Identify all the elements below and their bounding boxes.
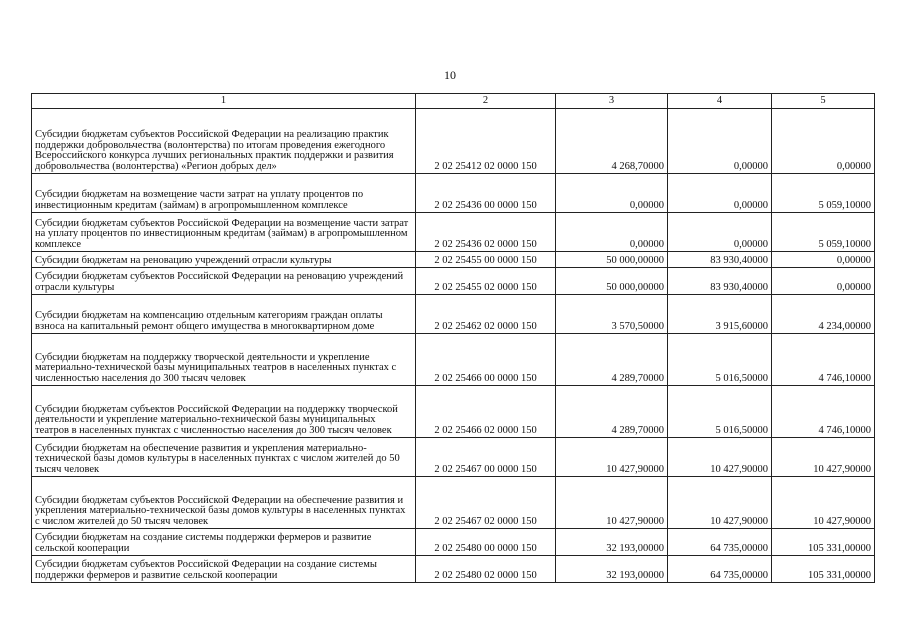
- row-description: Субсидии бюджетам субъектов Российской Федерации на реализацию практик поддержки добровольчества (волонтерства) по итогам проведения ежегодного Всероссийского конкурса лучших региональных практик поддержки и развития добровольчества (волонтерства) «Регион добрых дел»: [32, 109, 416, 174]
- table-row: [32, 334, 875, 386]
- row-value-2: 3 915,60000: [668, 295, 772, 334]
- row-value-2: 10 427,90000: [668, 438, 772, 477]
- row-value-1: 4 289,70000: [556, 334, 668, 386]
- row-code: 2 02 25455 00 0000 150: [416, 252, 556, 268]
- row-value-1: 0,00000: [556, 213, 668, 252]
- row-code: 2 02 25455 02 0000 150: [416, 268, 556, 295]
- row-value-3: 105 331,00000: [772, 556, 875, 583]
- page-number: 10: [444, 68, 456, 82]
- row-value-3: 0,00000: [772, 252, 875, 268]
- table-row: [32, 109, 875, 174]
- row-value-3: 0,00000: [772, 268, 875, 295]
- row-value-1: 0,00000: [556, 174, 668, 213]
- row-value-1: 4 289,70000: [556, 386, 668, 438]
- column-header: 1: [32, 94, 416, 109]
- row-value-2: 10 427,90000: [668, 477, 772, 529]
- table-row: [32, 174, 875, 213]
- row-value-1: 32 193,00000: [556, 556, 668, 583]
- row-value-1: 10 427,90000: [556, 438, 668, 477]
- table-row: [32, 268, 875, 295]
- row-description: Субсидии бюджетам на возмещение части затрат на уплату процентов по инвестиционным кредитам (займам) в агропромышленном комплексе: [32, 174, 416, 213]
- table-row: [32, 213, 875, 252]
- row-value-1: 4 268,70000: [556, 109, 668, 174]
- row-value-2: 0,00000: [668, 213, 772, 252]
- row-value-1: 50 000,00000: [556, 268, 668, 295]
- column-header: 5: [772, 94, 875, 109]
- row-value-3: 105 331,00000: [772, 529, 875, 556]
- row-value-1: 10 427,90000: [556, 477, 668, 529]
- column-header: 2: [416, 94, 556, 109]
- row-description: Субсидии бюджетам на компенсацию отдельным категориям граждан оплаты взноса на капитальный ремонт общего имущества в многоквартирном доме: [32, 295, 416, 334]
- row-description: Субсидии бюджетам субъектов Российской Федерации на создание системы поддержки фермеров и развитие сельской кооперации: [32, 556, 416, 583]
- row-description: Субсидии бюджетам субъектов Российской Федерации на реновацию учреждений отрасли культуры: [32, 268, 416, 295]
- row-value-3: 5 059,10000: [772, 213, 875, 252]
- row-value-3: 10 427,90000: [772, 438, 875, 477]
- row-code: 2 02 25466 00 0000 150: [416, 334, 556, 386]
- row-description: Субсидии бюджетам на создание системы поддержки фермеров и развитие сельской кооперации: [32, 529, 416, 556]
- row-code: 2 02 25480 02 0000 150: [416, 556, 556, 583]
- budget-table: [31, 93, 875, 583]
- row-value-2: 64 735,00000: [668, 529, 772, 556]
- row-value-1: 3 570,50000: [556, 295, 668, 334]
- row-description: Субсидии бюджетам субъектов Российской Федерации на возмещение части затрат на уплату процентов по инвестиционным кредитам (займам) в агропромышленном комплексе: [32, 213, 416, 252]
- row-value-2: 0,00000: [668, 174, 772, 213]
- row-code: 2 02 25436 02 0000 150: [416, 213, 556, 252]
- row-code: 2 02 25480 00 0000 150: [416, 529, 556, 556]
- row-value-2: 0,00000: [668, 109, 772, 174]
- row-value-1: 32 193,00000: [556, 529, 668, 556]
- row-description: Субсидии бюджетам на обеспечение развития и укрепления материально-технической базы домов культуры в населенных пунктах с числом жителей до 50 тысяч человек: [32, 438, 416, 477]
- table-row: [32, 252, 875, 268]
- row-description: Субсидии бюджетам субъектов Российской Федерации на обеспечение развития и укрепления материально-технической базы домов культуры в населенных пунктах с числом жителей до 50 тысяч человек: [32, 477, 416, 529]
- row-value-2: 83 930,40000: [668, 252, 772, 268]
- table-row: [32, 477, 875, 529]
- row-value-3: 0,00000: [772, 109, 875, 174]
- table-row: [32, 386, 875, 438]
- row-description: Субсидии бюджетам на поддержку творческой деятельности и укрепление материально-технической базы муниципальных театров в населенных пунктах с численностью населения до 300 тысяч человек: [32, 334, 416, 386]
- row-code: 2 02 25467 00 0000 150: [416, 438, 556, 477]
- table-body: [32, 109, 875, 583]
- row-value-3: 4 234,00000: [772, 295, 875, 334]
- table-row: [32, 556, 875, 583]
- row-code: 2 02 25462 02 0000 150: [416, 295, 556, 334]
- table-row: [32, 438, 875, 477]
- column-header: 3: [556, 94, 668, 109]
- column-header: 4: [668, 94, 772, 109]
- row-value-2: 5 016,50000: [668, 386, 772, 438]
- table-row: [32, 529, 875, 556]
- row-value-3: 4 746,10000: [772, 334, 875, 386]
- row-description: Субсидии бюджетам субъектов Российской Федерации на поддержку творческой деятельности и укрепление материально-технической базы муниципальных театров в населенных пунктах с численностью населения до 300 тысяч человек: [32, 386, 416, 438]
- row-value-3: 5 059,10000: [772, 174, 875, 213]
- row-value-2: 83 930,40000: [668, 268, 772, 295]
- row-code: 2 02 25412 02 0000 150: [416, 109, 556, 174]
- row-value-3: 10 427,90000: [772, 477, 875, 529]
- row-value-2: 64 735,00000: [668, 556, 772, 583]
- table-row: [32, 295, 875, 334]
- row-value-1: 50 000,00000: [556, 252, 668, 268]
- header-row: [32, 94, 875, 109]
- row-code: 2 02 25467 02 0000 150: [416, 477, 556, 529]
- row-code: 2 02 25466 02 0000 150: [416, 386, 556, 438]
- row-value-2: 5 016,50000: [668, 334, 772, 386]
- row-code: 2 02 25436 00 0000 150: [416, 174, 556, 213]
- row-description: Субсидии бюджетам на реновацию учреждений отрасли культуры: [32, 252, 416, 268]
- row-value-3: 4 746,10000: [772, 386, 875, 438]
